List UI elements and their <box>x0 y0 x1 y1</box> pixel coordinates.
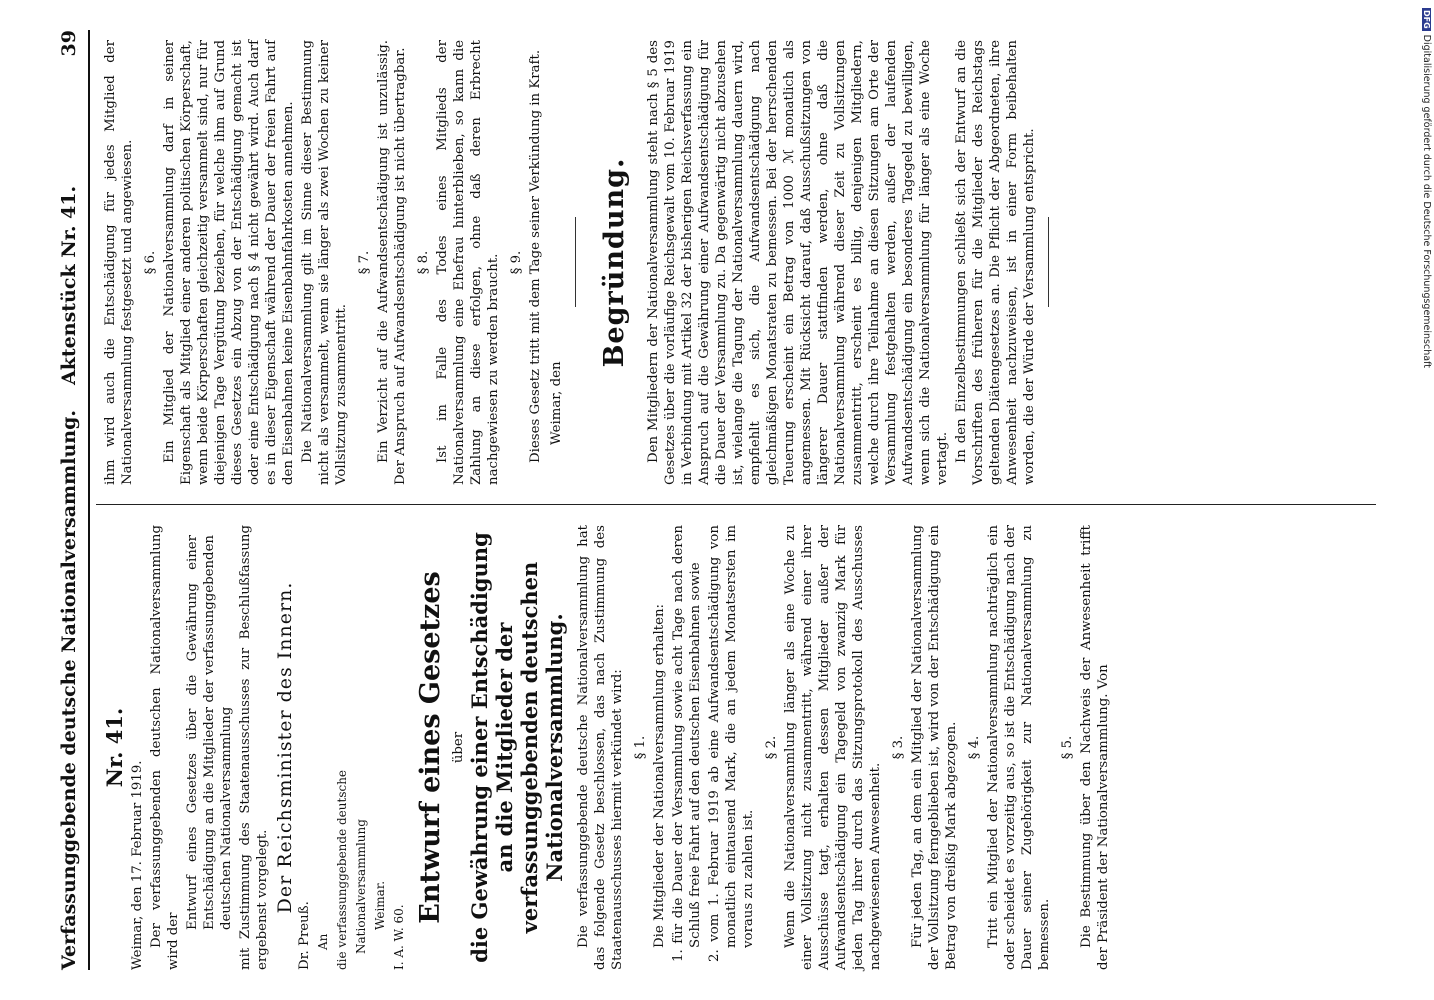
section-5-text: Die Bestimmung über den Nachweis der Anwesenheit trifft der Präsident der Nationalversammlung. Von <box>1079 525 1111 970</box>
address-line-2: Nationalversammlung <box>354 819 368 954</box>
reference-code: I. A. W. 60. <box>392 904 406 970</box>
left-column <box>102 525 1114 970</box>
rationale-paragraph-1: Den Mitgliedern der Nationalversammlung steht nach § 5 des Gesetzes über die vorläufige Reichsgewalt vom 10. Februar 1919 in Verbindung mit Artikel 32 der bisherigen Reichsverfassung ein Anspruch auf die Gewährung einer Aufwandsentschädigung für die Dauer der Versammlung zu. Da gegenwärtig nicht abzusehen ist, wielange die Tagung der Nationalversammlung dauern wird, empfiehlt es sich, die Aufwandsentschädigung nach gleichmäßigen Monatsraten zu bemessen. Bei der herrschenden Teuerung erscheint ein Betrag von 1000 ℳ monatlich als angemessen. Mit Rücksicht darauf, daß Ausschußsitzungen von längerer Dauer stattfinden werden, ohne daß die Nationalversammlung während dieser Zeit zu Vollsitzungen zusammentritt, erscheint es billig, denjenigen Mitgliedern, welche durch ihre Teilnahme an diesen Sitzungen am Orte der Versammlung festgehalten werden, außer der laufenden Aufwandsentschädigung ein besonderes Tagegeld zu bewilligen, wenn sich die Nationalversammlung für länger als eine Woche vertagt. <box>646 40 950 485</box>
section-6-text-2: Die Nationalversammlung gilt im Sinne dieser Bestimmung nicht als versammelt, wenn sie länger als zwei Wochen zu keiner Vollsitzung zusammentritt. <box>300 40 349 485</box>
section-4-text: Tritt ein Mitglied der Nationalversammlung nachträglich ein oder scheidet es vorzeitig aus, so ist die Entschädigung nach der Dauer seiner Zugehörigkeit zur Nationalversammlung zu bemessen. <box>986 525 1052 970</box>
section-1-heading: § 1. <box>633 735 648 760</box>
section-8-heading: § 8. <box>416 250 431 275</box>
rationale-heading: Begründung. <box>599 157 630 368</box>
section-3-heading: § 3. <box>891 735 906 760</box>
section-1-text: Die Mitglieder der Nationalversammlung erhalten: <box>652 604 667 948</box>
section-9-heading: § 9. <box>509 250 524 275</box>
approval-text: mit Zustimmung des Staatenausschusses zur Beschlußfassung ergebenst vorgelegt. <box>238 525 270 970</box>
section-6-text: Ein Mitglied der Nationalversammlung darf in seiner Eigenschaft als Mitglied einer anderen politischen Körperschaft, wenn beide Körperschaften gleichzeitig versammelt sind, nur für diejenigen Tage Vergütung beziehen, für welche ihm auf Grund dieses Gesetzes ein Abzug von der Entschädigung gemacht ist oder eine Entschädigung nach § 4 nicht gewährt wird. Auch darf es in dieser Eigenschaft während der Dauer der freien Fahrt auf den Eisenbahnen keine Eisenbahnfahrkosten annehmen. <box>162 40 296 485</box>
address-an: An <box>316 933 330 950</box>
column-divider <box>96 504 1376 505</box>
section-8-text: Ist im Falle des Todes eines Mitglieds der Nationalversammlung eine Ehefrau hinterblieben, so kann die Zahlung an diese erfolgen, ohne daß deren Erbrecht nachgewiesen zu werden braucht. <box>435 40 501 485</box>
page-number: 39 <box>58 30 80 57</box>
section-6-heading: § 6. <box>143 250 158 275</box>
section-1-item-1: 1. für die Dauer der Versammlung sowie acht Tage nach deren Schluß freie Fahrt auf den deutschen Eisenbahnen sowie <box>671 525 703 962</box>
digitization-note <box>1421 8 1432 368</box>
continuation-text: ihm wird auch die Entschädigung für jedes Mitglied der Nationalversammlung festgesetzt und angewiesen. <box>103 40 135 485</box>
draft-reference: Entwurf eines Gesetzes über die Gewährung einer Entschädigung an die Mitglieder der verfassunggebenden deutschen Nationalversammlung <box>185 535 234 930</box>
right-column <box>102 40 1059 485</box>
section-2-text: Wenn die Nationalversammlung länger als eine Woche zu einer Vollsitzung nicht zusammentritt, während einer ihrer Ausschüsse tagt, erhalten dessen Mitglieder außer der Aufwandsentschädigung ein Tagegeld von zwanzig Mark für jeden Tag ihrer durch das Sitzungsprotokoll des Ausschusses nachgewiesenen Anwesenheit. <box>783 525 883 970</box>
preamble: Die verfassunggebende deutsche Nationalversammlung hat das folgende Gesetz beschlossen, das nach Zustimmung des Staatenausschusses hiermit verkündet wird: <box>576 525 625 970</box>
section-4-heading: § 4. <box>967 735 982 760</box>
section-9-text: Dieses Gesetz tritt mit dem Tage seiner Verkündung in Kraft. <box>528 49 543 463</box>
section-2-heading: § 2. <box>764 735 779 760</box>
header-left-title: Verfassunggebende deutsche Nationalversammlung. <box>58 410 80 970</box>
header-rule <box>88 30 90 970</box>
separator-rule <box>575 218 576 308</box>
document-number: Nr. 41. <box>102 707 127 788</box>
end-rule <box>1048 218 1049 308</box>
law-subtitle: die Gewährung einer Entschädigung an die Mitglieder der verfassunggebenden deutschen Nationalversammlung. <box>467 532 567 963</box>
section-1-item-2: 2. vom 1. Februar 1919 ab eine Aufwandsentschädigung von monatlich eintausend Mark, die an jedem Monatsersten im voraus zu zahlen ist. <box>707 525 756 962</box>
section-3-text: Für jeden Tag, an dem ein Mitglied der Nationalversammlung der Vollsitzung ferngeblieben ist, wird von der Entschädigung ein Betrag von dreißig Mark abgezogen. <box>910 525 959 970</box>
minister-title: Der Reichsminister des Innern. <box>274 581 296 914</box>
minister-signature: Dr. Preuß. <box>297 901 312 970</box>
section-5-heading: § 5. <box>1060 735 1075 760</box>
section-7-text: Ein Verzicht auf die Aufwandsentschädigung ist unzulässig. Der Anspruch auf Aufwandsentschädigung ist nicht übertragbar. <box>376 40 408 485</box>
running-header <box>48 30 88 970</box>
dfg-badge: DFG <box>1422 10 1431 29</box>
law-title-ueber: über <box>451 731 466 764</box>
digitization-text: Digitalisierung gefördert durch die Deutsche Forschungsgemeinschaft <box>1421 34 1432 368</box>
header-document-number: Aktenstück Nr. 41. <box>58 185 80 385</box>
law-title: Entwurf eines Gesetzes <box>415 571 446 924</box>
rationale-paragraph-2: In den Einzelbestimmungen schließt sich der Entwurf an die Vorschriften des früheren für die Mitglieder des Reichstags geltenden Diätengesetzes an. Die Pflicht der Abgeordneten, ihre Anwesenheit nachzuweisen, ist in einer Form beibehalten worden, die der Würde der Versammlung entspricht. <box>954 40 1037 485</box>
place-date-line: Weimar, den <box>549 361 564 445</box>
date-line: Weimar, den 17. Februar 1919. <box>130 760 145 970</box>
address-line-1: die verfassunggebende deutsche <box>335 769 349 970</box>
section-7-heading: § 7. <box>357 250 372 275</box>
address-line-3: Weimar. <box>373 880 387 930</box>
document-page <box>48 30 1382 970</box>
intro-text: Der verfassunggebenden deutschen Nationalversammlung wird der <box>149 525 181 970</box>
